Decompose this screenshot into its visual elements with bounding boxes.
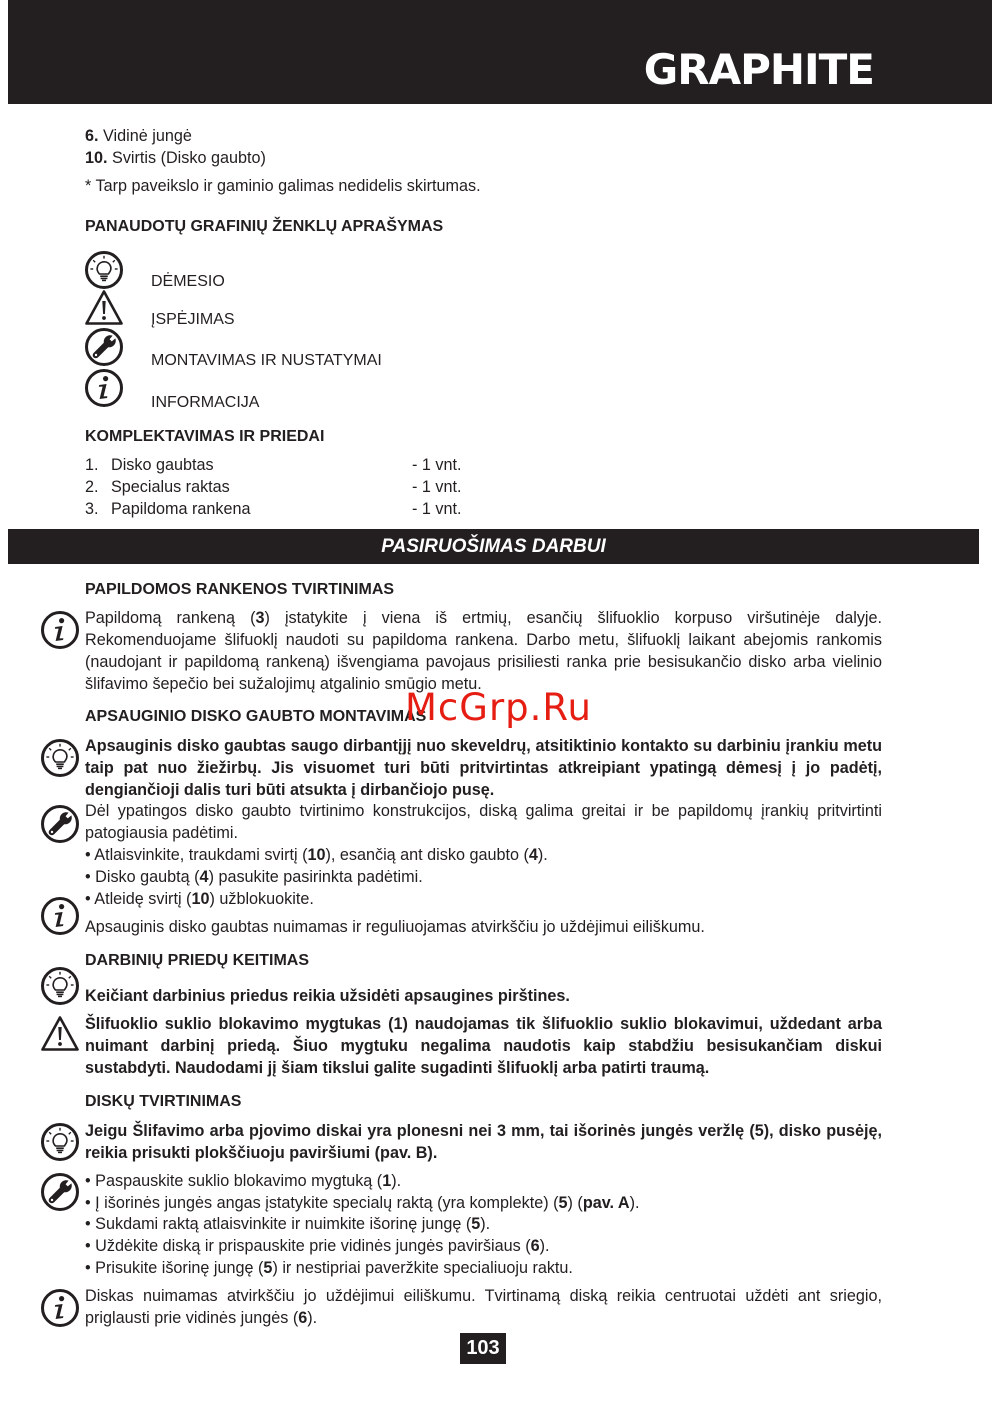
kit-item-number: 2.	[85, 478, 99, 496]
guard-step: • Atlaisvinkite, traukdami svirtį (10), esančią ant disko gaubto (4).	[85, 846, 548, 864]
accessories-warning-text: Šlifuoklio suklio blokavimo mygtukas (1) naudojamas tik šlifuoklio suklio blokavimui, uždedant arba nuimant darbinį priedą. Šiuo mygtuku negalima naudotis kaip stabdžiu besisukančiam diskui sustabdyti. Naudodami jį šiam tikslui galite sugadinti šlifuoklį arba patirti traumą.	[85, 1015, 882, 1077]
kit-item-number: 1.	[85, 456, 99, 474]
kit-item-quantity: - 1 vnt.	[412, 478, 462, 496]
guard-step: • Disko gaubtą (4) pasukite pasirinkta padėtimi.	[85, 868, 423, 886]
kit-item-name: Specialus raktas	[111, 478, 230, 496]
lightbulb-icon	[84, 250, 124, 290]
guard-warning-text: Apsauginis disko gaubtas saugo dirbantįjį nuo skeveldrų, atsitiktinio kontakto su darbiniu įrankiu metu taip pat nuo žiežirbų. Jis visuomet turi būti pritvirtintas atkreipiant ypatingą dėmesį į jo padėtį, dengiančioji dalis turi būti atsukta į dirbančiojo pusę.	[85, 737, 882, 799]
kit-item	[85, 498, 250, 520]
disc-step: • Į išorinės jungės angas įstatykite specialų raktą (yra komplekte) (5) (pav. A).	[85, 1194, 640, 1212]
accessories-heading: DARBINIŲ PRIEDŲ KEITIMAS	[85, 952, 310, 969]
wrench-icon	[40, 1172, 80, 1212]
part-number: 6.	[85, 127, 99, 145]
disc-step: • Sukdami raktą atlaisvinkite ir nuimkite išorinę jungę (5).	[85, 1215, 491, 1233]
handle-paragraph: Papildomą rankeną (3) įstatykite į viena iš ertmių, esančių šlifuoklio korpuso viršutinėje dalyje. Rekomenduojame šlifuoklį naudoti su papildoma rankena. Darbo metu, šlifuoklį laikant abejomis rankomis (naudojant ir papildomą rankeną) išvengiama pavojaus prisiliesti ranka prie besisukančio disko arba vielinio šlifavimo šepečio bei sužalojimų atgalinio smūgio metu.	[85, 609, 883, 693]
wrench-icon	[84, 327, 124, 367]
kit-heading: KOMPLEKTAVIMAS IR PRIEDAI	[85, 428, 325, 445]
watermark: McGrp.Ru	[405, 686, 592, 729]
legend-label-attention: DĖMESIO	[151, 273, 225, 290]
symbols-heading: PANAUDOTŲ GRAFINIŲ ŽENKLŲ APRAŠYMAS	[85, 218, 444, 235]
lightbulb-icon	[40, 1122, 80, 1162]
part-number: 10.	[85, 149, 108, 167]
legend-label-assembly: MONTAVIMAS IR NUSTATYMAI	[151, 352, 382, 369]
header-bar	[8, 0, 992, 104]
handle-heading: PAPILDOMOS RANKENOS TVIRTINIMAS	[85, 581, 395, 598]
discs-info-text: Diskas nuimamas atvirkščiu jo uždėjimui eiliškumu. Tvirtinamą diską reikia centruotai uždėti ant sriegio, priglausti prie vidinės jungės (6).	[85, 1287, 882, 1327]
warning-icon	[40, 1014, 80, 1054]
accessories-attention-text: Keičiant darbinius priedus reikia užsidėti apsaugines pirštines.	[85, 987, 570, 1005]
kit-item-quantity: - 1 vnt.	[412, 456, 462, 474]
legend-label-warning: ĮSPĖJIMAS	[151, 311, 235, 328]
kit-item	[85, 476, 230, 498]
disc-step: • Paspauskite suklio blokavimo mygtuką (1).	[85, 1172, 402, 1190]
guard-step: • Atleidę svirtį (10) užblokuokite.	[85, 890, 314, 908]
discs-attention-text: Jeigu Šlifavimo arba pjovimo diskai yra plonesni nei 3 mm, tai išorinės jungės veržlę (5), disko pusėję, reikia prisukti plokščiuoju paviršiumi (pav. B).	[85, 1122, 882, 1162]
section-title-bar: PASIRUOŠIMAS DARBUI	[8, 529, 979, 564]
guard-heading: APSAUGINIO DISKO GAUBTO MONTAVIMAS	[85, 708, 427, 725]
parts-list-item	[85, 125, 192, 147]
discs-heading: DISKŲ TVIRTINIMAS	[85, 1093, 242, 1110]
disc-step: • Uždėkite diską ir prispauskite prie vidinės jungės paviršiaus (6).	[85, 1237, 550, 1255]
info-icon	[84, 368, 124, 408]
part-name: Vidinė jungė	[103, 127, 192, 145]
page-number: 103	[460, 1333, 506, 1364]
image-difference-note: * Tarp paveikslo ir gaminio galimas nedidelis skirtumas.	[85, 177, 481, 195]
guard-intro-text: Dėl ypatingos disko gaubto tvirtinimo konstrukcijos, diską galima greitai ir be papildomų įrankių pritvirtinti patogiausia padėtimi.	[85, 802, 882, 842]
info-icon	[40, 896, 80, 936]
kit-item-number: 3.	[85, 500, 99, 518]
info-icon	[40, 1288, 80, 1328]
part-name: Svirtis (Disko gaubto)	[112, 149, 266, 167]
lightbulb-icon	[40, 966, 80, 1006]
disc-step: • Prisukite išorinę jungę (5) ir nestipriai paveržkite specialiuoju raktu.	[85, 1259, 573, 1277]
legend-label-information: INFORMACIJA	[151, 394, 260, 411]
info-icon	[40, 610, 80, 650]
kit-item-quantity: - 1 vnt.	[412, 500, 462, 518]
kit-item-name: Papildoma rankena	[111, 500, 251, 518]
kit-item	[85, 454, 214, 476]
parts-list-item	[85, 147, 266, 169]
guard-info-text: Apsauginis disko gaubtas nuimamas ir reguliuojamas atvirkščiu jo uždėjimui eiliškumu.	[85, 918, 705, 936]
warning-icon	[84, 288, 124, 328]
kit-item-name: Disko gaubtas	[111, 456, 214, 474]
brand-logo: GRAPHITE	[643, 45, 874, 94]
wrench-icon	[40, 804, 80, 844]
lightbulb-icon	[40, 738, 80, 778]
